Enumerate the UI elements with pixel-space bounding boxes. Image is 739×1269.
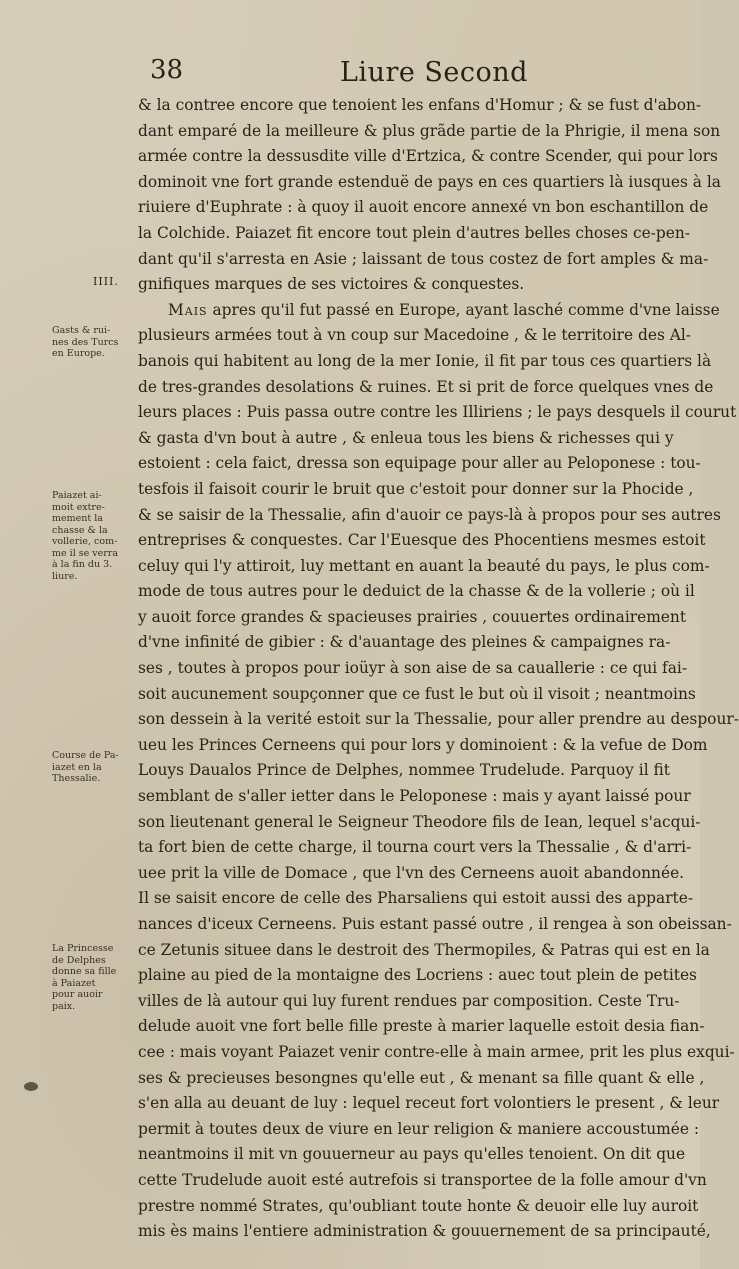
text-line: dominoit vne fort grande estenduë de pays en ces quartiers là iusques à la xyxy=(138,172,721,191)
text-line: mode de tous autres pour le deduict de la chasse & de la vollerie ; où il xyxy=(138,582,695,601)
text-line: la Colchide. Paiazet fit encore tout plein d'autres belles choses ce-pen- xyxy=(138,223,690,242)
text-line: Mais apres qu'il fut passé en Europe, ayant lasché comme d'vne laisse xyxy=(168,300,720,319)
text-line: s'en alla au deuant de luy : lequel receut fort volontiers le present , & leur xyxy=(138,1094,720,1113)
text-line: delude auoit vne fort belle fille preste à marier laquelle estoit desia fian- xyxy=(138,1017,705,1036)
paragraph-1 xyxy=(138,93,721,298)
margin-note-paiazet-chasse: Paiazet ai- moit extre- mement la chasse & la vollerie, com- me il se verra à la fin du 3. liure. xyxy=(52,490,118,582)
text-line: Louys Daualos Prince de Delphes, nommee Trudelude. Parquoy il fit xyxy=(138,761,670,780)
text-line: ses , toutes à propos pour ioüyr à son aise de sa cauallerie : ce qui fai- xyxy=(138,659,688,678)
drop-word: Mais xyxy=(168,300,208,319)
margin-note-course: Course de Pa- iazet en la Thessalie. xyxy=(52,750,119,784)
text-line: Il se saisit encore de celle des Pharsaliens qui estoit aussi des apparte- xyxy=(138,889,694,908)
text-line: gnifiques marques de ses victoires & conquestes. xyxy=(138,275,525,294)
page-number: 38 xyxy=(150,55,184,85)
page-header xyxy=(0,55,700,95)
text-line: de tres-grandes desolations & ruines. Et si prit de force quelques vnes de xyxy=(138,377,714,396)
ink-spot xyxy=(24,1082,38,1091)
text-line: dant emparé de la meilleure & plus grãde partie de la Phrigie, il mena son xyxy=(138,121,721,140)
text-line: plusieurs armées tout à vn coup sur Macedoine , & le territoire des Al- xyxy=(138,326,691,345)
text-line: d'vne infinité de gibier : & d'auantage des pleines & campaignes ra- xyxy=(138,633,671,652)
text-line: semblant de s'aller ietter dans le Peloponese : mais y ayant laissé pour xyxy=(138,787,691,806)
text-line: y auoit force grandes & spacieuses prairies , couuertes ordinairement xyxy=(138,607,687,626)
text-line: son lieutenant general le Seigneur Theodore fils de Iean, lequel s'acqui- xyxy=(138,812,701,831)
text-line: uee prit la ville de Domace , que l'vn des Cerneens auoit abandonnée. xyxy=(138,863,685,882)
text-line: celuy qui l'y attiroit, luy mettant en auant la beauté du pays, le plus com- xyxy=(138,556,710,575)
text-line: cee : mais voyant Paiazet venir contre-elle à main armee, prit les plus exqui- xyxy=(138,1042,735,1061)
text-line: banois qui habitent au long de la mer Ionie, il fit par tous ces quartiers là xyxy=(138,351,712,370)
text-line: ses & precieuses besongnes qu'elle eut , & menant sa fille quant & elle , xyxy=(138,1068,705,1087)
paragraph-2 xyxy=(138,298,739,1245)
text-line: ce Zetunis situee dans le destroit des Thermopiles, & Patras qui est en la xyxy=(138,940,710,959)
text-line: riuiere d'Euphrate : à quoy il auoit encore annexé vn bon eschantillon de xyxy=(138,198,709,217)
text-line: & gasta d'vn bout à autre , & enleua tous les biens & richesses qui y xyxy=(138,428,674,447)
text-line: leurs places : Puis passa outre contre les Illiriens ; le pays desquels il courut xyxy=(138,403,737,422)
text-line: permit à toutes deux de viure en leur religion & maniere accoustumée : xyxy=(138,1119,700,1138)
main-text xyxy=(138,93,739,1245)
section-number: IIII. xyxy=(93,275,119,288)
text-line: ta fort bien de cette charge, il tourna court vers la Thessalie , & d'arri- xyxy=(138,838,692,857)
text-line: dant qu'il s'arresta en Asie ; laissant de tous costez de fort amples & ma- xyxy=(138,249,709,268)
text-line: & se saisir de la Thessalie, afin d'auoir ce pays-là à propos pour ses autres xyxy=(138,505,721,524)
text-line: & la contree encore que tenoient les enfans d'Homur ; & se fust d'abon- xyxy=(138,96,702,114)
text-line: neantmoins il mit vn gouuerneur au pays qu'elles tenoient. On dit que xyxy=(138,1145,686,1164)
text-line: armée contre la dessusdite ville d'Ertzica, & contre Scender, qui pour lors xyxy=(138,147,718,166)
text-line: cette Trudelude auoit esté autrefois si transportee de la folle amour d'vn xyxy=(138,1170,707,1189)
margin-note-gasts: Gasts & rui- nes des Turcs en Europe. xyxy=(52,325,119,359)
margin-note-princesse: La Princesse de Delphes donne sa fille à Paiazet pour auoir paix. xyxy=(52,943,117,1012)
text-line: ueu les Princes Cerneens qui pour lors y dominoient : & la vefue de Dom xyxy=(138,735,708,754)
text-line: prestre nommé Strates, qu'oubliant toute honte & deuoir elle luy auroit xyxy=(138,1196,699,1215)
text-line: mis ès mains l'entiere administration & gouuernement de sa principauté, xyxy=(138,1222,711,1241)
text-line: soit aucunement soupçonner que ce fust le but où il visoit ; neantmoins xyxy=(138,684,696,703)
text-line: plaine au pied de la montaigne des Locriens : auec tout plein de petites xyxy=(138,966,697,985)
text-line: son dessein à la verité estoit sur la Thessalie, pour aller prendre au despour- xyxy=(138,710,739,729)
text-line: tesfois il faisoit courir le bruit que c'estoit pour donner sur la Phocide , xyxy=(138,479,694,498)
text-line: estoient : cela faict, dressa son equipage pour aller au Peloponese : tou- xyxy=(138,454,701,473)
text-line: nances d'iceux Cerneens. Puis estant passé outre , il rengea à son obeissan- xyxy=(138,915,732,933)
text-line: villes de là autour qui luy furent rendues par composition. Ceste Tru- xyxy=(138,991,680,1010)
running-title: Liure Second xyxy=(340,57,528,88)
text-line: entreprises & conquestes. Car l'Euesque des Phocentiens mesmes estoit xyxy=(138,531,706,550)
